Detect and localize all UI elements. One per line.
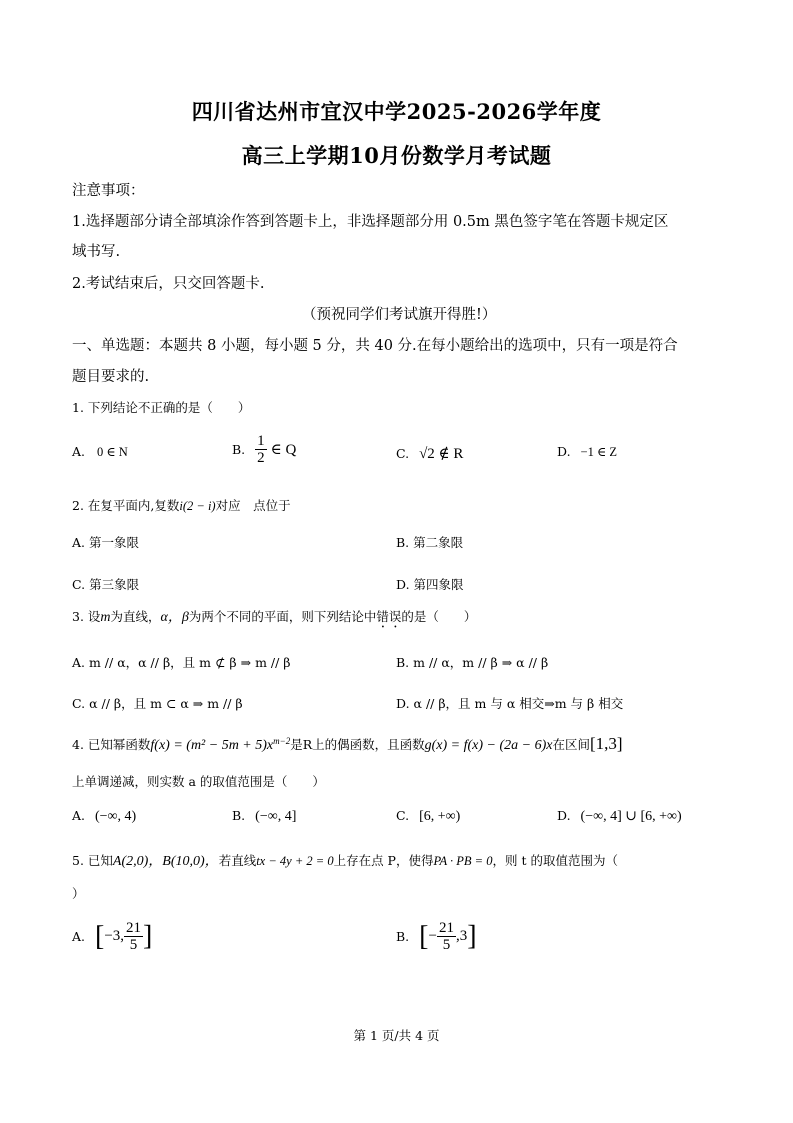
q5-a-fraction [124, 920, 143, 953]
q4-option-a [72, 808, 136, 825]
page-footer: 第 1 页/共 4 页 [353, 1028, 440, 1043]
q1-c-expr: √2 ∉ R [419, 446, 464, 462]
q4-stem-line1 [72, 734, 623, 754]
notes-item2: 2.考试结束后，只交回答题卡. [72, 276, 265, 292]
q5-b-right-bracket: ] [467, 920, 477, 952]
q5-a-right-bracket: ] [143, 920, 153, 952]
q1-option-a [72, 444, 128, 460]
q5-b-label: B. [396, 929, 410, 944]
q5-a-denominator: 5 [129, 937, 138, 953]
q2-stem-expr: i(2 − i) [179, 499, 216, 513]
exam-title-line1: 四川省达州市宜汉中学2025-2026学年度 [191, 99, 602, 124]
q3-option-b: B. m // α，m // β ⇒ α // β [396, 655, 549, 670]
q3-stem-emphasis: 错误 [376, 609, 402, 624]
q5-stem-post: ，则 t 的取值范围为（ [492, 853, 618, 868]
q3-stem [72, 606, 476, 631]
q4-a-label: A. [72, 808, 86, 823]
q4-stem-mid: 是R上的偶函数，且函数 [290, 737, 425, 752]
q3-stem-mid2: 为两个不同的平面，则下列结论中 [188, 609, 377, 624]
q3-stem-pre: 3. 设 [72, 609, 101, 624]
q1-option-d [557, 444, 617, 460]
section1-line1: 一、单选题：本题共 8 小题，每小题 5 分，共 40 分.在每小题给出的选项中，只有一项是符合 [72, 338, 678, 354]
q5-point-a: A(2,0)， [112, 854, 163, 869]
q3-stem-post: 的是（ ） [401, 609, 477, 624]
q3-option-a: A. m // α，α // β，且 m ⊄ β ⇒ m // β [72, 655, 291, 670]
q2-stem [72, 496, 291, 514]
section1-line2: 题目要求的. [72, 369, 150, 385]
q5-point-b: B(10,0)， [162, 854, 219, 869]
q1-c-label: C. [396, 446, 410, 461]
q4-option-d [557, 808, 682, 825]
exam-title-line2: 高三上学期10月份数学月考试题 [241, 143, 552, 168]
q1-d-label: D. [557, 444, 571, 459]
q4-stem-interval: [1,3] [590, 734, 623, 753]
q2-option-d: D. 第四象限 [396, 577, 464, 592]
q5-stem-line1 [72, 850, 618, 870]
q4-stem-expr-f: f(x) = (m² − 5m + 5)x [150, 738, 274, 753]
q5-b-left-bracket: [ [419, 920, 429, 952]
q5-stem-mid: 若直线 [218, 853, 257, 868]
q5-option-b [396, 920, 477, 953]
q4-b-label: B. [232, 808, 246, 823]
q1-stem: 1. 下列结论不正确的是（ ） [72, 400, 251, 415]
q5-option-a [72, 920, 152, 953]
q4-d-expr: (−∞, 4] ∪ [6, +∞) [580, 809, 682, 824]
q5-stem-pre: 5. 已知 [72, 853, 113, 868]
q3-option-d: D. α // β，且 m 与 α 相交⇒m 与 β 相交 [396, 696, 624, 711]
q2-option-c: C. 第三象限 [72, 577, 140, 592]
q2-stem-pre: 2. 在复平面内,复数 [72, 498, 180, 513]
notes-item1-line1: 1.选择题部分请全部填涂作答到答题卡上，非选择题部分用 0.5m 黑色签字笔在答题卡规定区 [72, 214, 669, 230]
q5-a-numerator: 21 [126, 920, 142, 936]
q4-option-c [396, 808, 460, 825]
q2-stem-post: 对应 点位于 [215, 498, 291, 513]
q5-b-denominator: 5 [442, 937, 451, 953]
q4-option-b [232, 808, 296, 825]
q2-option-b: B. 第二象限 [396, 535, 464, 550]
q5-b-right-value: ,3 [455, 928, 468, 944]
q5-stem-mid2: 上存在点 P，使得 [333, 853, 434, 868]
q4-stem-exponent: m−2 [273, 735, 291, 746]
q5-a-left-value: −3, [104, 928, 125, 944]
notes-item1-line2: 域书写. [72, 244, 121, 260]
q5-dot-product-expr: PA · PB = 0 [433, 854, 493, 868]
q3-option-c: C. α // β，且 m ⊂ α ⇒ m // β [72, 696, 243, 711]
q4-stem-expr-g: g(x) = f(x) − (2a − 6)x [424, 738, 553, 753]
q1-b-fraction [255, 433, 267, 466]
q4-c-expr: [6, +∞) [419, 809, 461, 824]
q4-a-expr: (−∞, 4) [95, 809, 137, 824]
q1-a-label: A. [72, 444, 86, 459]
q1-b-label: B. [232, 442, 246, 457]
q3-stem-ab: α，β [160, 610, 189, 625]
q4-d-label: D. [557, 808, 571, 823]
q5-a-label: A. [72, 929, 86, 944]
q3-stem-m: m [100, 610, 111, 625]
q5-stem-line2: ） [72, 886, 85, 901]
q2-option-a: A. 第一象限 [72, 535, 139, 550]
q1-b-rest: ∈ Q [270, 442, 297, 458]
q5-b-minus: − [428, 928, 437, 944]
q4-stem-pre: 4. 已知幂函数 [72, 737, 151, 752]
q4-stem-post: 在区间 [552, 737, 591, 752]
q4-c-label: C. [396, 808, 410, 823]
q5-line-expr: tx − 4y + 2 = 0 [256, 854, 334, 868]
q5-b-fraction [437, 920, 456, 953]
notes-heading: 注意事项： [72, 183, 145, 199]
q3-stem-mid: 为直线， [110, 609, 161, 624]
notes-blessing: （预祝同学们考试旗开得胜!） [302, 307, 497, 323]
q4-b-expr: (−∞, 4] [255, 809, 297, 824]
q1-a-expr: 0 ∈ N [97, 445, 128, 459]
q1-b-denominator: 2 [257, 450, 265, 466]
q1-b-numerator: 1 [257, 433, 265, 449]
q1-option-c [396, 444, 463, 463]
q5-b-numerator: 21 [438, 920, 454, 936]
q1-option-b [232, 433, 296, 466]
q1-d-expr: −1 ∈ Z [580, 445, 617, 459]
q4-stem-line2: 上单调递减，则实数 a 的取值范围是（ ） [72, 774, 325, 789]
q5-a-left-bracket: [ [95, 920, 105, 952]
